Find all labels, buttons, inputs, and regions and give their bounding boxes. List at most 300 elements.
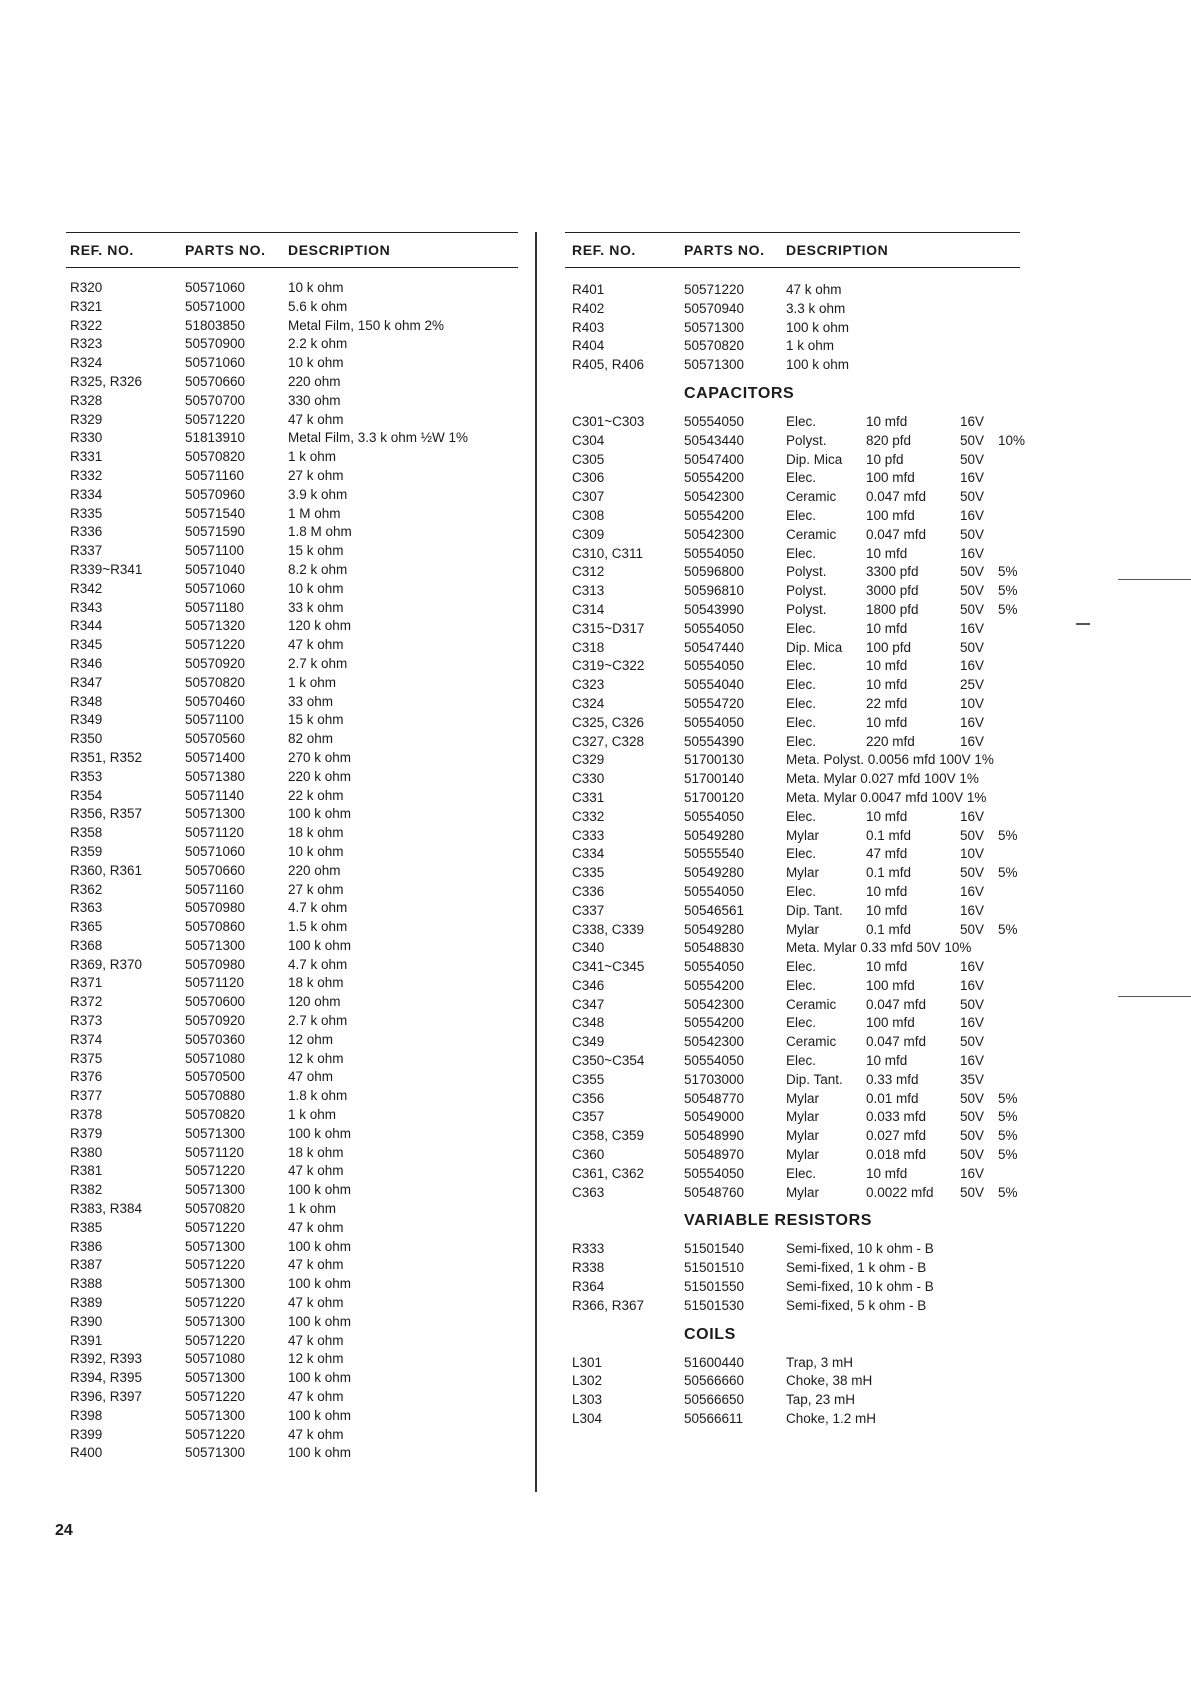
- cap-type: Elec.: [786, 808, 817, 824]
- variable-resistor-group: [565, 1240, 1020, 1315]
- cap-tolerance: 5%: [998, 583, 1018, 599]
- column-divider: [535, 232, 537, 1492]
- ref-no: R383, R384: [70, 1201, 143, 1217]
- table-row: [565, 545, 1020, 564]
- cap-voltage: 16V: [960, 733, 985, 749]
- ref-no: C360: [572, 1147, 605, 1163]
- table-row: [66, 749, 518, 768]
- description: 100 k ohm: [288, 1445, 352, 1461]
- table-row: [66, 711, 518, 730]
- table-row: [66, 1313, 518, 1332]
- table-row: [66, 617, 518, 636]
- parts-no: 51803850: [185, 317, 246, 333]
- table-row: [565, 958, 1020, 977]
- parts-no: 50571220: [185, 1163, 246, 1179]
- description: 10 k ohm: [288, 843, 344, 859]
- parts-no: 50549000: [684, 1109, 745, 1125]
- header-description: DESCRIPTION: [786, 242, 889, 258]
- cap-voltage: 50V: [960, 1147, 985, 1163]
- section-title: VARIABLE RESISTORS: [684, 1212, 873, 1230]
- description: 1.8 k ohm: [288, 1088, 348, 1104]
- cap-type: Mylar: [786, 827, 819, 843]
- table-row: [565, 1372, 1020, 1391]
- parts-no: 50571220: [185, 637, 246, 653]
- table-row: [565, 996, 1020, 1015]
- description: 220 ohm: [288, 373, 341, 389]
- table-row: [66, 956, 518, 975]
- ref-no: C358, C359: [572, 1128, 645, 1144]
- table-row: [66, 429, 518, 448]
- ref-no: R404: [572, 338, 605, 354]
- description: 2.2 k ohm: [288, 336, 348, 352]
- ref-no: C338, C339: [572, 921, 645, 937]
- ref-no: R396, R397: [70, 1389, 143, 1405]
- parts-no: 50571100: [185, 712, 245, 728]
- cap-value: 10 mfd: [866, 677, 908, 693]
- ref-no: R334: [70, 486, 103, 502]
- ref-no: C305: [572, 451, 605, 467]
- description: 47 k ohm: [288, 1389, 344, 1405]
- cap-voltage: 50V: [960, 996, 985, 1012]
- ref-no: R368: [70, 937, 103, 953]
- description: Meta. Mylar 0.0047 mfd 100V 1%: [786, 789, 987, 805]
- ref-no: C357: [572, 1109, 605, 1125]
- ref-no: R338: [572, 1260, 605, 1276]
- description: 15 k ohm: [288, 543, 344, 559]
- cap-type: Mylar: [786, 921, 819, 937]
- ref-no: R390: [70, 1313, 103, 1329]
- description: 22 k ohm: [288, 787, 344, 803]
- parts-no: 50542300: [684, 1034, 745, 1050]
- ref-no: R400: [70, 1445, 103, 1461]
- cap-type: Mylar: [786, 1109, 819, 1125]
- table-row: [565, 770, 1020, 789]
- parts-no: 50546561: [684, 902, 745, 918]
- section-coils: [565, 1316, 1020, 1354]
- ref-no: R360, R361: [70, 862, 143, 878]
- table-row: [66, 392, 518, 411]
- ref-no: R364: [572, 1279, 605, 1295]
- cap-voltage: 16V: [960, 883, 985, 899]
- cap-voltage: 16V: [960, 620, 985, 636]
- scan-mark: [1076, 623, 1090, 625]
- cap-type: Elec.: [786, 620, 817, 636]
- description: 100 k ohm: [288, 1313, 352, 1329]
- description: Meta. Polyst. 0.0056 mfd 100V 1%: [786, 752, 994, 768]
- table-row: [565, 300, 1020, 319]
- parts-no: 51501510: [684, 1260, 745, 1276]
- description: 100 k ohm: [288, 937, 352, 953]
- cap-type: Elec.: [786, 977, 817, 993]
- cap-voltage: 16V: [960, 507, 985, 523]
- ref-no: R394, R395: [70, 1370, 143, 1386]
- description: 18 k ohm: [288, 975, 344, 991]
- cap-value: 0.1 mfd: [866, 827, 912, 843]
- ref-no: R329: [70, 411, 103, 427]
- description: 100 k ohm: [786, 319, 850, 335]
- description: 12 ohm: [288, 1031, 334, 1047]
- description: Trap, 3 mH: [786, 1354, 854, 1370]
- cap-voltage: 50V: [960, 601, 985, 617]
- table-header: [565, 232, 1020, 268]
- cap-type: Polyst.: [786, 564, 827, 580]
- cap-value: 10 mfd: [866, 959, 908, 975]
- ref-no: C301~C303: [572, 413, 645, 429]
- parts-no: 50570460: [185, 693, 246, 709]
- parts-no: 50570900: [185, 336, 246, 352]
- table-row: [66, 655, 518, 674]
- ref-no: C332: [572, 808, 605, 824]
- description: 8.2 k ohm: [288, 561, 348, 577]
- parts-no: 50571300: [185, 1276, 246, 1292]
- table-row: [565, 695, 1020, 714]
- cap-tolerance: 10%: [998, 432, 1026, 448]
- description: 100 k ohm: [288, 1276, 352, 1292]
- cap-voltage: 16V: [960, 977, 985, 993]
- description: 27 k ohm: [288, 881, 344, 897]
- cap-type: Elec.: [786, 1165, 817, 1181]
- parts-no: 50571120: [185, 825, 245, 841]
- ref-no: R401: [572, 282, 605, 297]
- ref-no: R333: [572, 1241, 605, 1257]
- description: Metal Film, 150 k ohm 2%: [288, 317, 445, 333]
- parts-no: 50554200: [684, 507, 745, 523]
- cap-type: Ceramic: [786, 1034, 837, 1050]
- parts-no: 50555540: [684, 846, 745, 862]
- scan-mark: [1118, 996, 1191, 997]
- cap-voltage: 50V: [960, 583, 985, 599]
- table-row: [565, 921, 1020, 940]
- cap-voltage: 50V: [960, 489, 985, 505]
- ref-no: R322: [70, 317, 103, 333]
- parts-no: 50554040: [684, 677, 745, 693]
- table-row: [66, 1087, 518, 1106]
- cap-voltage: 50V: [960, 865, 985, 881]
- cap-value: 0.033 mfd: [866, 1109, 927, 1125]
- ref-no: C336: [572, 883, 605, 899]
- parts-no: 50542300: [684, 526, 745, 542]
- ref-no: R330: [70, 430, 103, 446]
- parts-no: 50570660: [185, 373, 246, 389]
- cap-type: Elec.: [786, 1053, 817, 1069]
- cap-type: Polyst.: [786, 432, 827, 448]
- ref-no: R381: [70, 1163, 103, 1179]
- ref-no: R377: [70, 1088, 103, 1104]
- parts-no: 50571100: [185, 543, 245, 559]
- ref-no: R376: [70, 1069, 103, 1085]
- ref-no: R358: [70, 825, 103, 841]
- ref-no: C318: [572, 639, 605, 655]
- table-row: [66, 1369, 518, 1388]
- ref-no: R342: [70, 580, 103, 596]
- cap-type: Elec.: [786, 695, 817, 711]
- description: 47 k ohm: [288, 1332, 344, 1348]
- parts-no: 50571220: [185, 1332, 246, 1348]
- ref-no: R356, R357: [70, 806, 143, 822]
- ref-no: R378: [70, 1107, 103, 1123]
- ref-no: C304: [572, 432, 605, 448]
- cap-type: Elec.: [786, 677, 817, 693]
- cap-voltage: 25V: [960, 677, 985, 693]
- table-row: [565, 1146, 1020, 1165]
- description: Choke, 1.2 mH: [786, 1411, 877, 1427]
- parts-no: 50570360: [185, 1031, 246, 1047]
- ref-no: R321: [70, 298, 103, 314]
- header-ref-no: REF. NO.: [572, 242, 636, 258]
- ref-no: R339~R341: [70, 561, 143, 577]
- cap-value: 0.1 mfd: [866, 921, 912, 937]
- parts-no: 50571080: [185, 1351, 246, 1367]
- section-title: COILS: [684, 1325, 736, 1343]
- ref-no: C340: [572, 940, 605, 956]
- ref-no: C323: [572, 677, 605, 693]
- cap-type: Mylar: [786, 1090, 819, 1106]
- table-row: [66, 486, 518, 505]
- ref-no: R385: [70, 1219, 103, 1235]
- cap-voltage: 16V: [960, 1015, 985, 1031]
- parts-no: 50571120: [185, 1144, 245, 1160]
- parts-no: 51600440: [684, 1354, 745, 1370]
- parts-no: 50554050: [684, 658, 745, 674]
- table-row: [66, 1332, 518, 1351]
- cap-value: 100 mfd: [866, 470, 915, 486]
- parts-no: 50571220: [185, 1389, 246, 1405]
- parts-no: 50549280: [684, 827, 745, 843]
- ref-no: C355: [572, 1071, 605, 1087]
- table-row: [565, 563, 1020, 582]
- table-row: [565, 469, 1020, 488]
- parts-no: 50547400: [684, 451, 745, 467]
- cap-value: 0.047 mfd: [866, 489, 927, 505]
- cap-voltage: 50V: [960, 1128, 985, 1144]
- table-row: [565, 1297, 1020, 1316]
- description: 47 k ohm: [786, 282, 842, 297]
- header-parts-no: PARTS NO.: [684, 242, 765, 258]
- ref-no: R374: [70, 1031, 103, 1047]
- ref-no: R347: [70, 674, 103, 690]
- description: 27 k ohm: [288, 467, 344, 483]
- cap-voltage: 50V: [960, 1184, 985, 1200]
- description: 47 k ohm: [288, 1257, 344, 1273]
- cap-voltage: 50V: [960, 639, 985, 655]
- parts-no: 50554050: [684, 883, 745, 899]
- ref-no: C313: [572, 583, 605, 599]
- table-row: [66, 1444, 518, 1463]
- ref-no: R366, R367: [572, 1297, 645, 1313]
- table-row: [66, 1407, 518, 1426]
- parts-no: 50571220: [684, 282, 745, 297]
- cap-type: Elec.: [786, 470, 817, 486]
- ref-no: C361, C362: [572, 1165, 645, 1181]
- table-row: [565, 883, 1020, 902]
- ref-no: R371: [70, 975, 103, 991]
- ref-no: R337: [70, 543, 103, 559]
- parts-no: 50554050: [684, 1053, 745, 1069]
- description: 1 k ohm: [288, 449, 337, 465]
- description: 5.6 k ohm: [288, 298, 348, 314]
- ref-no: C329: [572, 752, 605, 768]
- description: 82 ohm: [288, 731, 334, 747]
- table-row: [66, 730, 518, 749]
- table-row: [66, 1219, 518, 1238]
- description: Semi-fixed, 1 k ohm - B: [786, 1260, 927, 1276]
- cap-tolerance: 5%: [998, 564, 1018, 580]
- table-row: [66, 862, 518, 881]
- table-row: [66, 805, 518, 824]
- ref-no: L302: [572, 1373, 603, 1389]
- table-row: [66, 354, 518, 373]
- table-row: [565, 413, 1020, 432]
- ref-no: C349: [572, 1034, 605, 1050]
- cap-type: Dip. Tant.: [786, 902, 843, 918]
- description: 100 k ohm: [288, 1125, 352, 1141]
- cap-value: 0.047 mfd: [866, 1034, 927, 1050]
- table-row: [565, 676, 1020, 695]
- table-row: [565, 601, 1020, 620]
- parts-no: 50571300: [684, 357, 745, 373]
- cap-type: Ceramic: [786, 526, 837, 542]
- cap-type: Dip. Mica: [786, 451, 843, 467]
- right-rows: [565, 281, 1026, 1429]
- parts-no: 50542300: [684, 489, 745, 505]
- cap-type: Mylar: [786, 1184, 819, 1200]
- table-row: [66, 1256, 518, 1275]
- parts-no: 50571180: [185, 599, 245, 615]
- ref-no: L304: [572, 1411, 603, 1427]
- parts-no: 51501540: [684, 1241, 745, 1257]
- cap-type: Ceramic: [786, 996, 837, 1012]
- ref-no: C337: [572, 902, 605, 918]
- table-row: [66, 373, 518, 392]
- cap-type: Elec.: [786, 714, 817, 730]
- parts-no: 50571540: [185, 505, 246, 521]
- table-row: [66, 279, 518, 298]
- cap-value: 47 mfd: [866, 846, 908, 862]
- page-number: 24: [55, 1522, 73, 1539]
- table-row: [66, 1162, 518, 1181]
- description: 100 k ohm: [786, 357, 850, 373]
- ref-no: R345: [70, 637, 103, 653]
- parts-no: 50570820: [185, 1107, 246, 1123]
- table-row: [66, 561, 518, 580]
- table-row: [66, 1426, 518, 1445]
- description: 12 k ohm: [288, 1351, 344, 1367]
- description: 10 k ohm: [288, 355, 344, 371]
- description: Choke, 38 mH: [786, 1373, 873, 1389]
- table-row: [565, 620, 1020, 639]
- cap-type: Polyst.: [786, 601, 827, 617]
- ref-no: R320: [70, 280, 103, 295]
- ref-no: R346: [70, 655, 103, 671]
- parts-no: 50571120: [185, 975, 245, 991]
- ref-no: C333: [572, 827, 605, 843]
- table-row: [565, 1184, 1020, 1203]
- table-row: [66, 974, 518, 993]
- cap-voltage: 10V: [960, 846, 985, 862]
- table-row: [66, 1275, 518, 1294]
- ref-no: R353: [70, 768, 103, 784]
- cap-voltage: 50V: [960, 526, 985, 542]
- parts-no: 50571220: [185, 1426, 246, 1442]
- ref-no: R323: [70, 336, 103, 352]
- parts-no: 50571300: [185, 937, 246, 953]
- parts-no: 50570560: [185, 731, 246, 747]
- table-row: [565, 451, 1020, 470]
- description: 18 k ohm: [288, 825, 344, 841]
- parts-no: 50571300: [684, 319, 745, 335]
- ref-no: C348: [572, 1015, 605, 1031]
- ref-no: R350: [70, 731, 103, 747]
- description: 220 k ohm: [288, 768, 352, 784]
- description: 47 k ohm: [288, 1163, 344, 1179]
- scan-mark: [1118, 579, 1191, 580]
- ref-no: C325, C326: [572, 714, 645, 730]
- coil-group: [565, 1354, 1020, 1429]
- table-row: [66, 1294, 518, 1313]
- parts-no: 50547440: [684, 639, 745, 655]
- parts-no: 50570820: [684, 338, 745, 354]
- ref-no: R363: [70, 900, 103, 916]
- ref-no: R325, R326: [70, 373, 143, 389]
- ref-no: C356: [572, 1090, 605, 1106]
- parts-no: 50571220: [185, 1219, 246, 1235]
- ref-no: R382: [70, 1182, 103, 1198]
- cap-value: 1800 pfd: [866, 601, 919, 617]
- parts-no: 50554390: [684, 733, 745, 749]
- ref-no: C307: [572, 489, 605, 505]
- ref-no: R392, R393: [70, 1351, 143, 1367]
- table-row: [565, 1410, 1020, 1429]
- parts-no: 50554050: [684, 714, 745, 730]
- cap-tolerance: 5%: [998, 1090, 1018, 1106]
- parts-no: 50571300: [185, 1125, 246, 1141]
- ref-no: R391: [70, 1332, 103, 1348]
- table-row: [66, 580, 518, 599]
- table-row: [565, 582, 1020, 601]
- table-row: [66, 1200, 518, 1219]
- parts-no: 50571080: [185, 1050, 246, 1066]
- ref-no: C315~D317: [572, 620, 645, 636]
- cap-tolerance: 5%: [998, 1128, 1018, 1144]
- table-row: [565, 902, 1020, 921]
- description: 33 k ohm: [288, 599, 344, 615]
- parts-no: 50571060: [185, 843, 246, 859]
- ref-no: R403: [572, 319, 605, 335]
- parts-no: 50542300: [684, 996, 745, 1012]
- parts-no: 50571060: [185, 355, 246, 371]
- description: 4.7 k ohm: [288, 900, 348, 916]
- table-row: [565, 864, 1020, 883]
- table-row: [66, 937, 518, 956]
- ref-no: R336: [70, 524, 103, 540]
- table-row: [66, 1181, 518, 1200]
- cap-type: Elec.: [786, 959, 817, 975]
- table-row: [66, 542, 518, 561]
- parts-no: 50554050: [684, 959, 745, 975]
- table-row: [66, 899, 518, 918]
- description: 2.7 k ohm: [288, 1013, 348, 1029]
- table-row: [565, 432, 1026, 451]
- cap-voltage: 16V: [960, 470, 985, 486]
- cap-type: Elec.: [786, 507, 817, 523]
- description: Tap, 23 mH: [786, 1392, 856, 1408]
- cap-value: 10 mfd: [866, 883, 908, 899]
- ref-no: R343: [70, 599, 103, 615]
- cap-type: Polyst.: [786, 583, 827, 599]
- parts-no: 50566650: [684, 1392, 745, 1408]
- table-row: [565, 356, 1020, 375]
- cap-value: 0.33 mfd: [866, 1071, 919, 1087]
